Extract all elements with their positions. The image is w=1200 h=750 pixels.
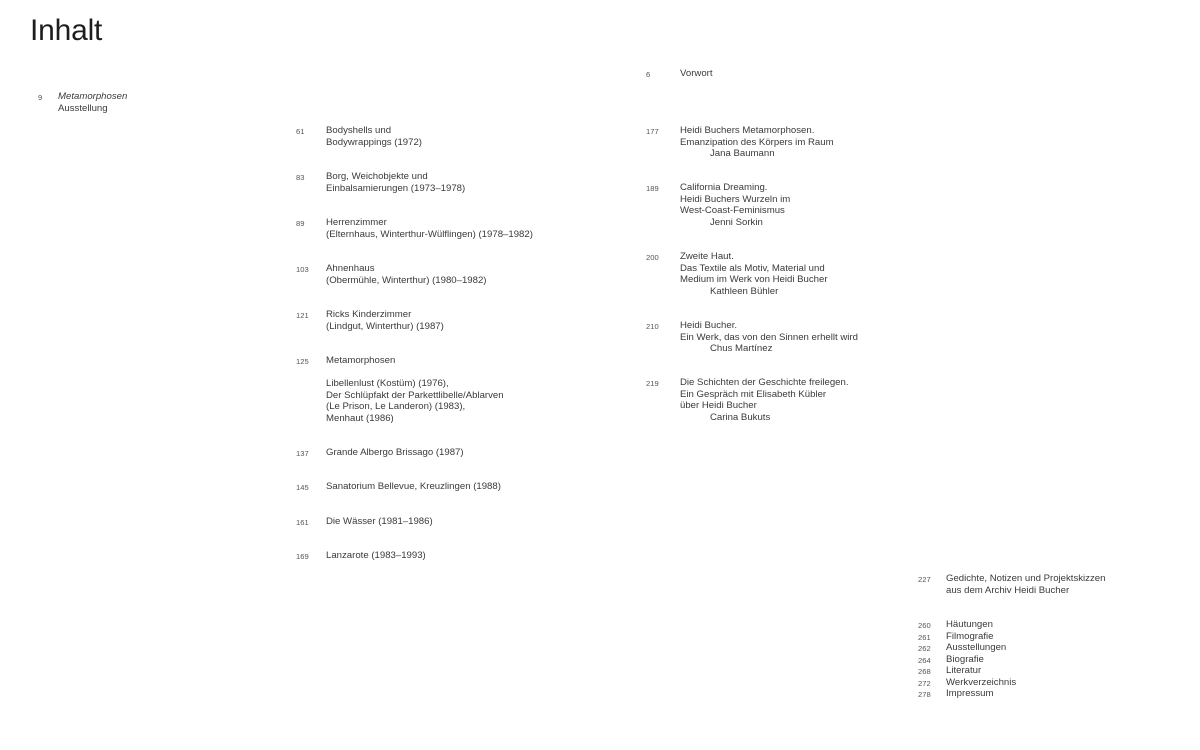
entry-line: Sanatorium Bellevue, Kreuzlingen (1988) <box>326 481 501 492</box>
page-number: 200 <box>646 253 659 262</box>
entry-line: (Elternhaus, Winterthur-Wülflingen) (1978–1982) <box>326 228 533 240</box>
appendix-item[interactable] <box>918 665 1188 677</box>
page-number: 61 <box>296 127 305 136</box>
toc-entry[interactable] <box>296 355 596 425</box>
page-number: 268 <box>918 667 931 676</box>
appendix-label: Werkverzeichnis <box>946 676 1017 688</box>
entry-line: California Dreaming. <box>680 182 768 193</box>
page-number: 121 <box>296 311 309 320</box>
appendix-item[interactable] <box>918 642 1188 654</box>
page-number: 262 <box>918 644 931 653</box>
entry-line: Das Textile als Motiv, Material und <box>680 262 825 274</box>
toc-entry[interactable] <box>296 309 596 332</box>
entry-line: Heidi Bucher. <box>680 320 738 331</box>
page-number: 219 <box>646 379 659 388</box>
page-number: 210 <box>646 322 659 331</box>
entry-title: Metamorphosen <box>58 91 128 102</box>
appendix-label: Filmografie <box>946 630 994 642</box>
entry-line: (Obermühle, Winterthur) (1980–1982) <box>326 274 487 286</box>
appendix-item[interactable] <box>918 688 1188 700</box>
entry-line: Ahnenhaus <box>326 263 375 274</box>
entry-line: Herrenzimmer <box>326 217 387 228</box>
entry-line: Die Schichten der Geschichte freilegen. <box>680 377 849 388</box>
appendix-item[interactable] <box>918 654 1188 666</box>
work-line: Libellenlust (Kostüm) (1976), <box>326 378 449 390</box>
entry-line: über Heidi Bucher <box>680 400 757 412</box>
page-number: 264 <box>918 655 931 665</box>
work-line: (Le Prison, Le Landeron) (1983), <box>326 401 466 413</box>
page-number: 83 <box>296 173 305 182</box>
appendix-list <box>918 619 1188 700</box>
page-title: Inhalt <box>30 14 103 47</box>
toc-entry[interactable] <box>646 320 906 355</box>
entry-line: (Lindgut, Winterthur) (1987) <box>326 320 444 332</box>
page-number: 177 <box>646 127 659 136</box>
toc-entry[interactable] <box>296 447 596 459</box>
entry-line: Metamorphosen <box>326 355 396 366</box>
entry-line: aus dem Archiv Heidi Bucher <box>946 584 1070 596</box>
toc-entry[interactable] <box>646 68 906 80</box>
entry-line: Grande Albergo Brissago (1987) <box>326 447 464 458</box>
page-number: 227 <box>918 575 931 584</box>
entry-line: Medium im Werk von Heidi Bucher <box>680 274 828 286</box>
entry-author: Jenni Sorkin <box>710 216 763 228</box>
work-line: Der Schlüpfakt der Parkettlibelle/Ablarven <box>326 389 504 401</box>
toc-entry[interactable] <box>646 182 906 228</box>
toc-entry[interactable] <box>296 171 596 194</box>
toc-entry[interactable] <box>646 377 906 423</box>
page-number: 260 <box>918 621 931 630</box>
toc-entry[interactable] <box>646 125 906 160</box>
entry-author: Jana Baumann <box>710 148 775 160</box>
entry-line: Zweite Haut. <box>680 251 734 262</box>
appendix-label: Häutungen <box>946 619 993 630</box>
entry-line: Bodyshells und <box>326 125 392 136</box>
toc-entry[interactable] <box>296 481 596 493</box>
page-number: 89 <box>296 219 305 228</box>
page-number: 278 <box>918 690 931 699</box>
entry-line: Borg, Weichobjekte und <box>326 171 428 182</box>
toc-entry[interactable] <box>296 550 596 562</box>
appendix-item[interactable] <box>918 677 1188 689</box>
page-number: 161 <box>296 518 309 527</box>
appendix-item[interactable] <box>918 631 1188 643</box>
entry-line: Emanzipation des Körpers im Raum <box>680 136 834 148</box>
page-number: 103 <box>296 265 309 274</box>
toc-entry-archive[interactable] <box>918 573 1188 596</box>
entry-line: Lanzarote (1983–1993) <box>326 550 426 561</box>
entry-line: Gedichte, Notizen und Projektskizzen <box>946 573 1106 584</box>
entry-line: Vorwort <box>680 68 713 79</box>
page-number: 261 <box>918 632 931 642</box>
page-number: 125 <box>296 357 309 366</box>
appendix-label: Literatur <box>946 665 982 676</box>
entry-subtitle: Ausstellung <box>58 102 108 114</box>
toc-entry[interactable] <box>646 251 906 297</box>
page-number: 272 <box>918 678 931 688</box>
toc-entry-metamorphosen[interactable] <box>38 91 238 114</box>
entry-line: Einbalsamierungen (1973–1978) <box>326 182 466 194</box>
page-number: 169 <box>296 552 309 561</box>
appendix-label: Impressum <box>946 688 994 699</box>
entry-author: Kathleen Bühler <box>710 285 779 297</box>
toc-entry[interactable] <box>296 516 596 528</box>
page-number: 189 <box>646 184 659 193</box>
page-number: 9 <box>38 93 43 102</box>
entry-line: Heidi Buchers Metamorphosen. <box>680 125 815 136</box>
entry-line: Heidi Buchers Wurzeln im <box>680 193 791 205</box>
entry-line: Ein Gespräch mit Elisabeth Kübler <box>680 388 827 400</box>
entry-works-list <box>326 378 596 424</box>
page-number: 145 <box>296 483 309 492</box>
page-number: 137 <box>296 449 309 458</box>
appendix-item[interactable] <box>918 619 1188 631</box>
work-line: Menhaut (1986) <box>326 412 394 424</box>
page-number: 6 <box>646 70 651 79</box>
entry-line: Ein Werk, das von den Sinnen erhellt wird <box>680 331 858 343</box>
entry-line: Die Wässer (1981–1986) <box>326 516 433 527</box>
entry-author: Carina Bukuts <box>710 411 771 423</box>
toc-entry[interactable] <box>296 263 596 286</box>
entry-author: Chus Martínez <box>710 343 773 355</box>
entry-line: Bodywrappings (1972) <box>326 136 422 148</box>
appendix-label: Ausstellungen <box>946 642 1007 653</box>
toc-entry[interactable] <box>296 217 596 240</box>
entry-line: West-Coast-Feminismus <box>680 205 785 217</box>
toc-entry[interactable] <box>296 125 596 148</box>
appendix-label: Biografie <box>946 653 984 665</box>
entry-line: Ricks Kinderzimmer <box>326 309 412 320</box>
